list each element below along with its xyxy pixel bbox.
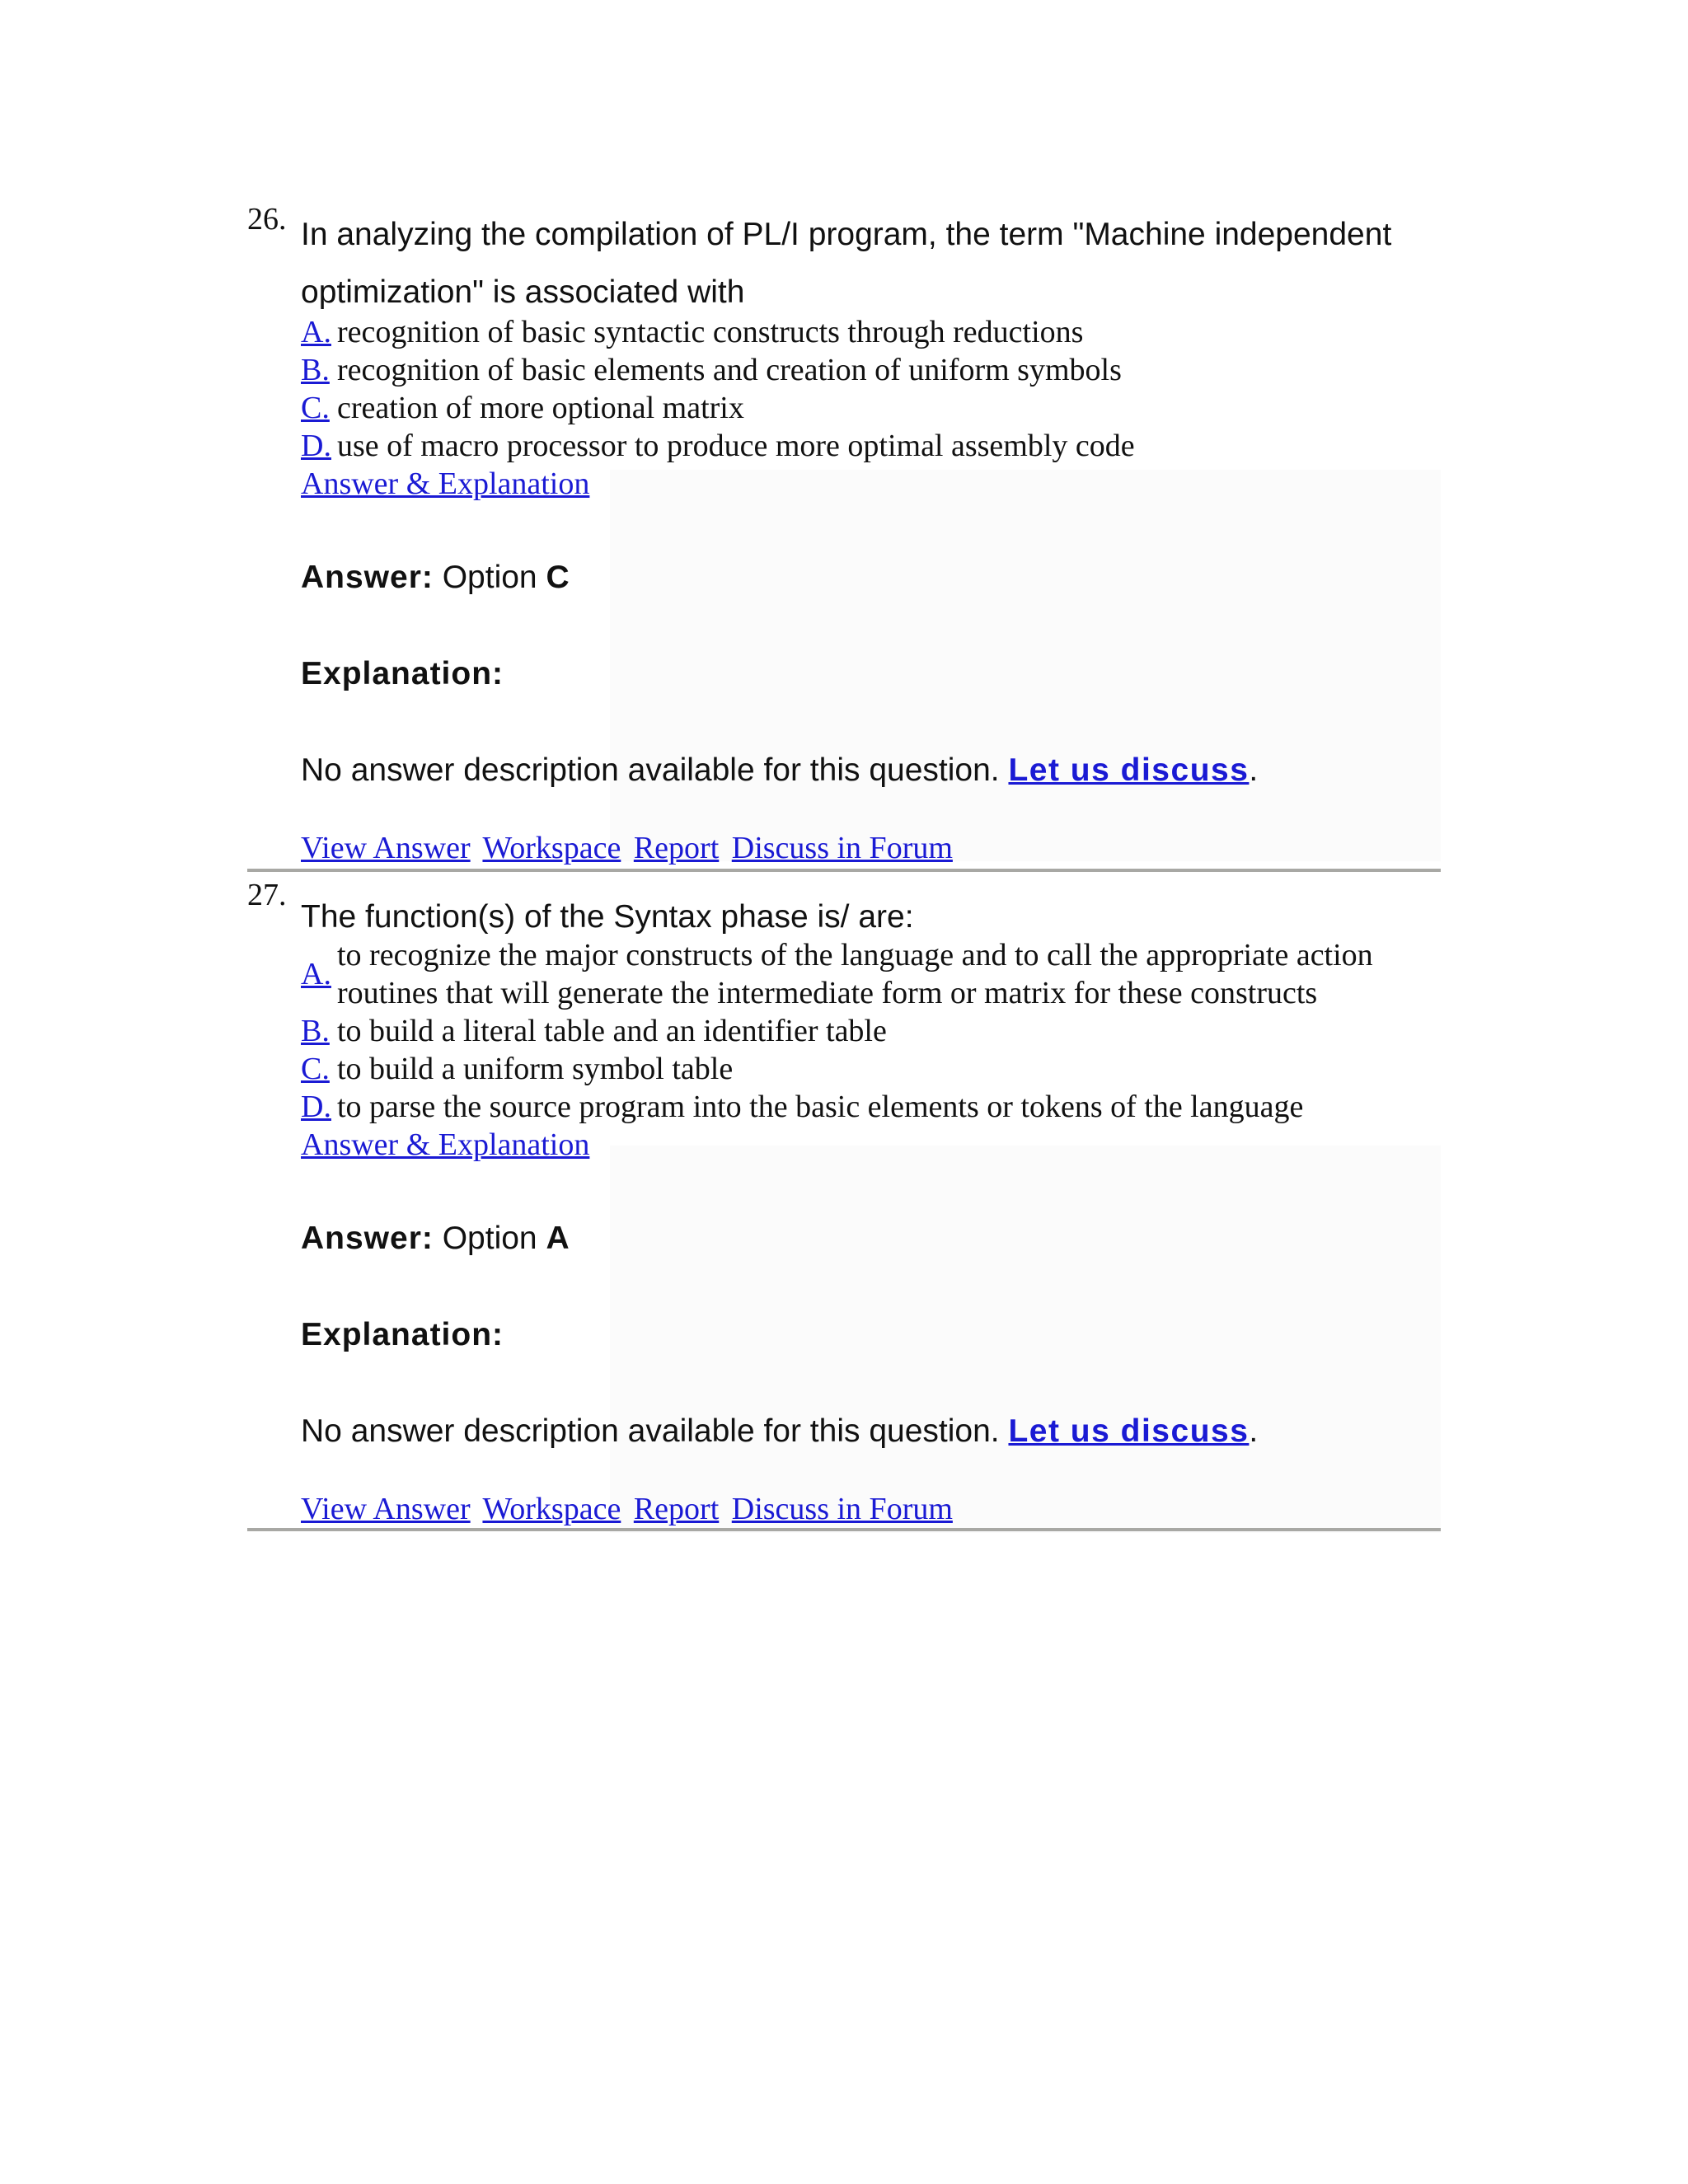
answer-panel-background [610, 470, 1441, 861]
question-toolbar [301, 829, 958, 867]
question-number: 26. [247, 202, 287, 237]
answer-label: Answer: [301, 560, 434, 595]
option-c [301, 1050, 1442, 1088]
answer-explanation-link[interactable]: Answer & Explanation [301, 466, 590, 501]
option-text: to parse the source program into the basic elements or tokens of the language [337, 1090, 1304, 1124]
answer-option-word: Option [442, 560, 537, 595]
question-text: In analyzing the compilation of PL/I program, the term "Machine independent optimization" is associated with [301, 217, 1392, 310]
explanation-period: . [1249, 1413, 1259, 1449]
question-divider [247, 869, 1441, 872]
option-d [301, 427, 1442, 465]
let-us-discuss-link[interactable]: Let us discuss [1008, 1413, 1250, 1449]
question-text: The function(s) of the Syntax phase is/ are: [301, 899, 914, 935]
workspace-link[interactable]: Workspace [482, 831, 621, 865]
option-text: to build a uniform symbol table [337, 1052, 734, 1086]
option-letter-link[interactable]: C. [301, 1052, 330, 1086]
answer-option-word: Option [442, 1221, 537, 1256]
workspace-link[interactable]: Workspace [482, 1492, 621, 1526]
option-text: creation of more optional matrix [337, 391, 744, 425]
answer-panel-background [610, 1146, 1441, 1533]
option-letter-link[interactable]: B. [301, 1014, 330, 1048]
explanation-text [301, 1413, 1258, 1451]
question-27 [247, 874, 1441, 1533]
explanation-heading: Explanation: [301, 1317, 504, 1352]
explanation-period: . [1249, 752, 1259, 788]
option-text: use of macro processor to produce more optimal assembly code [337, 429, 1135, 463]
option-text: to recognize the major constructs of the language and to call the appropriate action routines that will generate the intermediate form or matrix for these constructs [337, 938, 1373, 1010]
answer-option-value: A [546, 1221, 570, 1256]
option-a [301, 936, 1442, 1012]
report-link[interactable]: Report [633, 831, 720, 865]
option-letter-link[interactable]: D. [301, 1090, 331, 1124]
option-b [301, 351, 1442, 389]
answer-explanation-link[interactable]: Answer & Explanation [301, 1127, 590, 1162]
option-letter-link[interactable]: A. [301, 315, 331, 349]
option-b [301, 1012, 1442, 1050]
discuss-in-forum-link[interactable]: Discuss in Forum [731, 1492, 953, 1526]
report-link[interactable]: Report [633, 1492, 720, 1526]
answer-label: Answer: [301, 1221, 434, 1256]
option-letter-link[interactable]: B. [301, 353, 330, 387]
question-toolbar [301, 1490, 958, 1528]
option-letter-link[interactable]: C. [301, 391, 330, 425]
answer-option-value: C [546, 560, 570, 595]
option-letter-link[interactable]: A. [301, 957, 331, 991]
question-divider [247, 1528, 1441, 1531]
question-26 [247, 198, 1441, 874]
option-text: recognition of basic elements and creation of uniform symbols [337, 353, 1122, 387]
explanation-body: No answer description available for this question. [301, 752, 1000, 788]
view-answer-link[interactable]: View Answer [301, 1492, 471, 1526]
option-letter-link[interactable]: D. [301, 429, 331, 463]
option-c [301, 389, 1442, 427]
explanation-heading: Explanation: [301, 656, 504, 691]
discuss-in-forum-link[interactable]: Discuss in Forum [731, 831, 953, 865]
explanation-text [301, 752, 1258, 790]
answer-line [301, 559, 570, 597]
answer-line [301, 1220, 570, 1258]
question-number: 27. [247, 878, 287, 912]
explanation-body: No answer description available for this question. [301, 1413, 1000, 1449]
let-us-discuss-link[interactable]: Let us discuss [1008, 752, 1250, 788]
view-answer-link[interactable]: View Answer [301, 831, 471, 865]
option-text: to build a literal table and an identifier table [337, 1014, 887, 1048]
option-a [301, 313, 1442, 351]
option-text: recognition of basic syntactic constructs through reductions [337, 315, 1084, 349]
option-d [301, 1088, 1442, 1126]
